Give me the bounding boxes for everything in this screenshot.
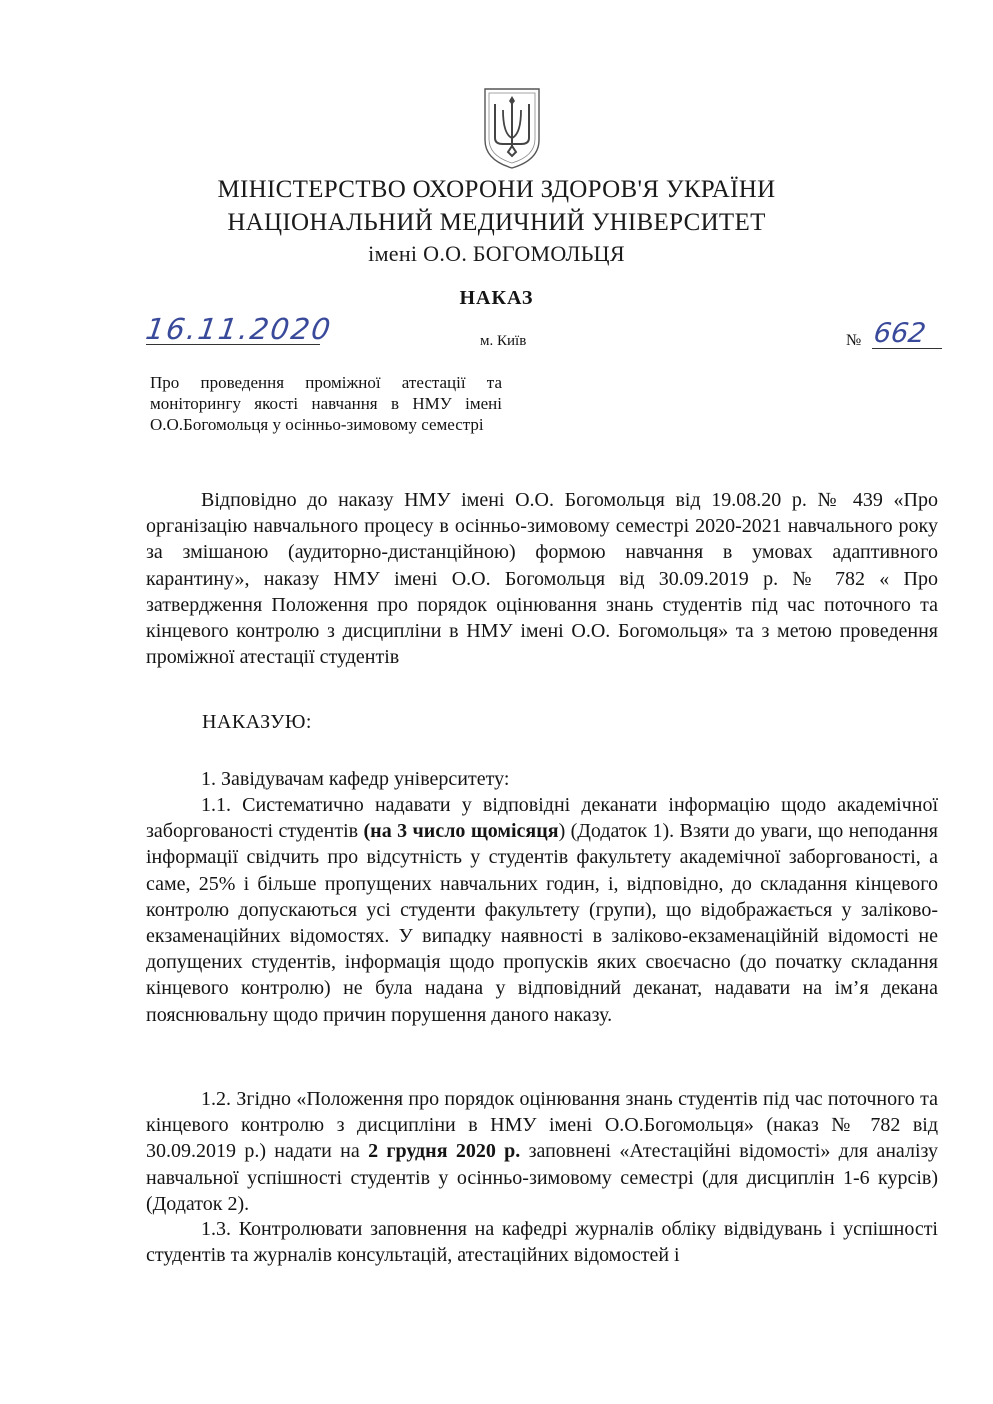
ministry-line-2: НАЦІОНАЛЬНИЙ МЕДИЧНИЙ УНІВЕРСИТЕТ xyxy=(227,209,766,236)
item-1-2-deadline: 2 грудня 2020 р. xyxy=(368,1140,521,1163)
item-1-2-paragraph xyxy=(146,1086,938,1217)
item-1-title: 1. Завідувачам кафедр університету: xyxy=(201,768,510,790)
item-1-2-text-b: заповнені «Атестаційні відомості» для аналізу навчальної успішності студентів у осінньо-зимовому семестрі (для дисциплін 1-6 курсів) (Додаток 2). xyxy=(146,1140,939,1215)
order-number-handwritten: 662 xyxy=(871,318,928,349)
order-title: НАКАЗ xyxy=(459,287,534,309)
item-1-1-deadline: (на 3 число щомісяця xyxy=(363,820,559,843)
nakazuyu-heading: НАКАЗУЮ: xyxy=(202,711,312,733)
order-date-handwritten: 16.11.2020 xyxy=(143,312,335,346)
number-underline xyxy=(872,348,942,349)
item-1-3-paragraph: 1.3. Контролювати заповнення на кафедрі журналів обліку відвідувань і успішності студентів та журналів консультацій, атестаційних відомостей і xyxy=(146,1218,938,1267)
order-city: м. Київ xyxy=(480,333,527,349)
ministry-line-3: імені О.О. БОГОМОЛЬЦЯ xyxy=(368,241,625,266)
item-1-1-text-a: 1.1. Систематично надавати у відповідні деканати інформацію щодо академічної заборгованості студентів xyxy=(146,794,938,843)
date-underline xyxy=(146,344,320,345)
preamble-paragraph: Відповідно до наказу НМУ імені О.О. Богомольця від 19.08.20 р. № 439 «Про організацію навчального процесу в осінньо-зимовому семестрі 2020-2021 навчального року за змішаною (аудиторно-дистанційною) формою навчання в умовах адаптивного карантину», наказу НМУ імені О.О. Богомольця від 30.09.2019 р. № 782 « Про затвердження Положення про порядок оцінювання знань студентів під час поточного та кінцевого контролю з дисципліни в НМУ імені О.О. Богомольця» та з метою проведення проміжної атестації студентів xyxy=(146,489,938,669)
item-1-1-text-b: ) (Додаток 1). Взяти до уваги, що неподання інформації свідчить про відсутність у студентів факультету академічної заборгованості, а саме, 25% і більше пропущених навчальних годин, і, відповідно, до складання кінцевого контролю допускаються усі студенти факультету (групи), що відображається у заліково-екзаменаційних відомостях. У випадку наявності в заліково-екзаменаційній відомості не допущених студентів, інформація щодо пропусків яких своєчасно (до початку складання кінцевого контролю) не була надана у відповідний деканат, надавати на ім’я декана пояснювальну щодо причин порушення даного наказу. xyxy=(146,820,939,1026)
item-1-1-paragraph xyxy=(146,792,938,1028)
order-subject: Про проведення проміжної атестації та моніторингу якості навчання в НМУ імені О.О.Богомольця у осінньо-зимовому семестрі xyxy=(150,373,502,434)
order-number-sign: № xyxy=(846,332,862,349)
item-1-2-text-a: 1.2. Згідно «Положення про порядок оцінювання знань студентів під час поточного та кінцевого контролю з дисципліни в НМУ імені О.О.Богомольця» (наказ № 782 від 30.09.2019 р.) надати на xyxy=(146,1088,938,1163)
ministry-line-1: МІНІСТЕРСТВО ОХОРОНИ ЗДОРОВ'Я УКРАЇНИ xyxy=(217,176,776,203)
trident-coat-of-arms-icon xyxy=(481,86,543,170)
